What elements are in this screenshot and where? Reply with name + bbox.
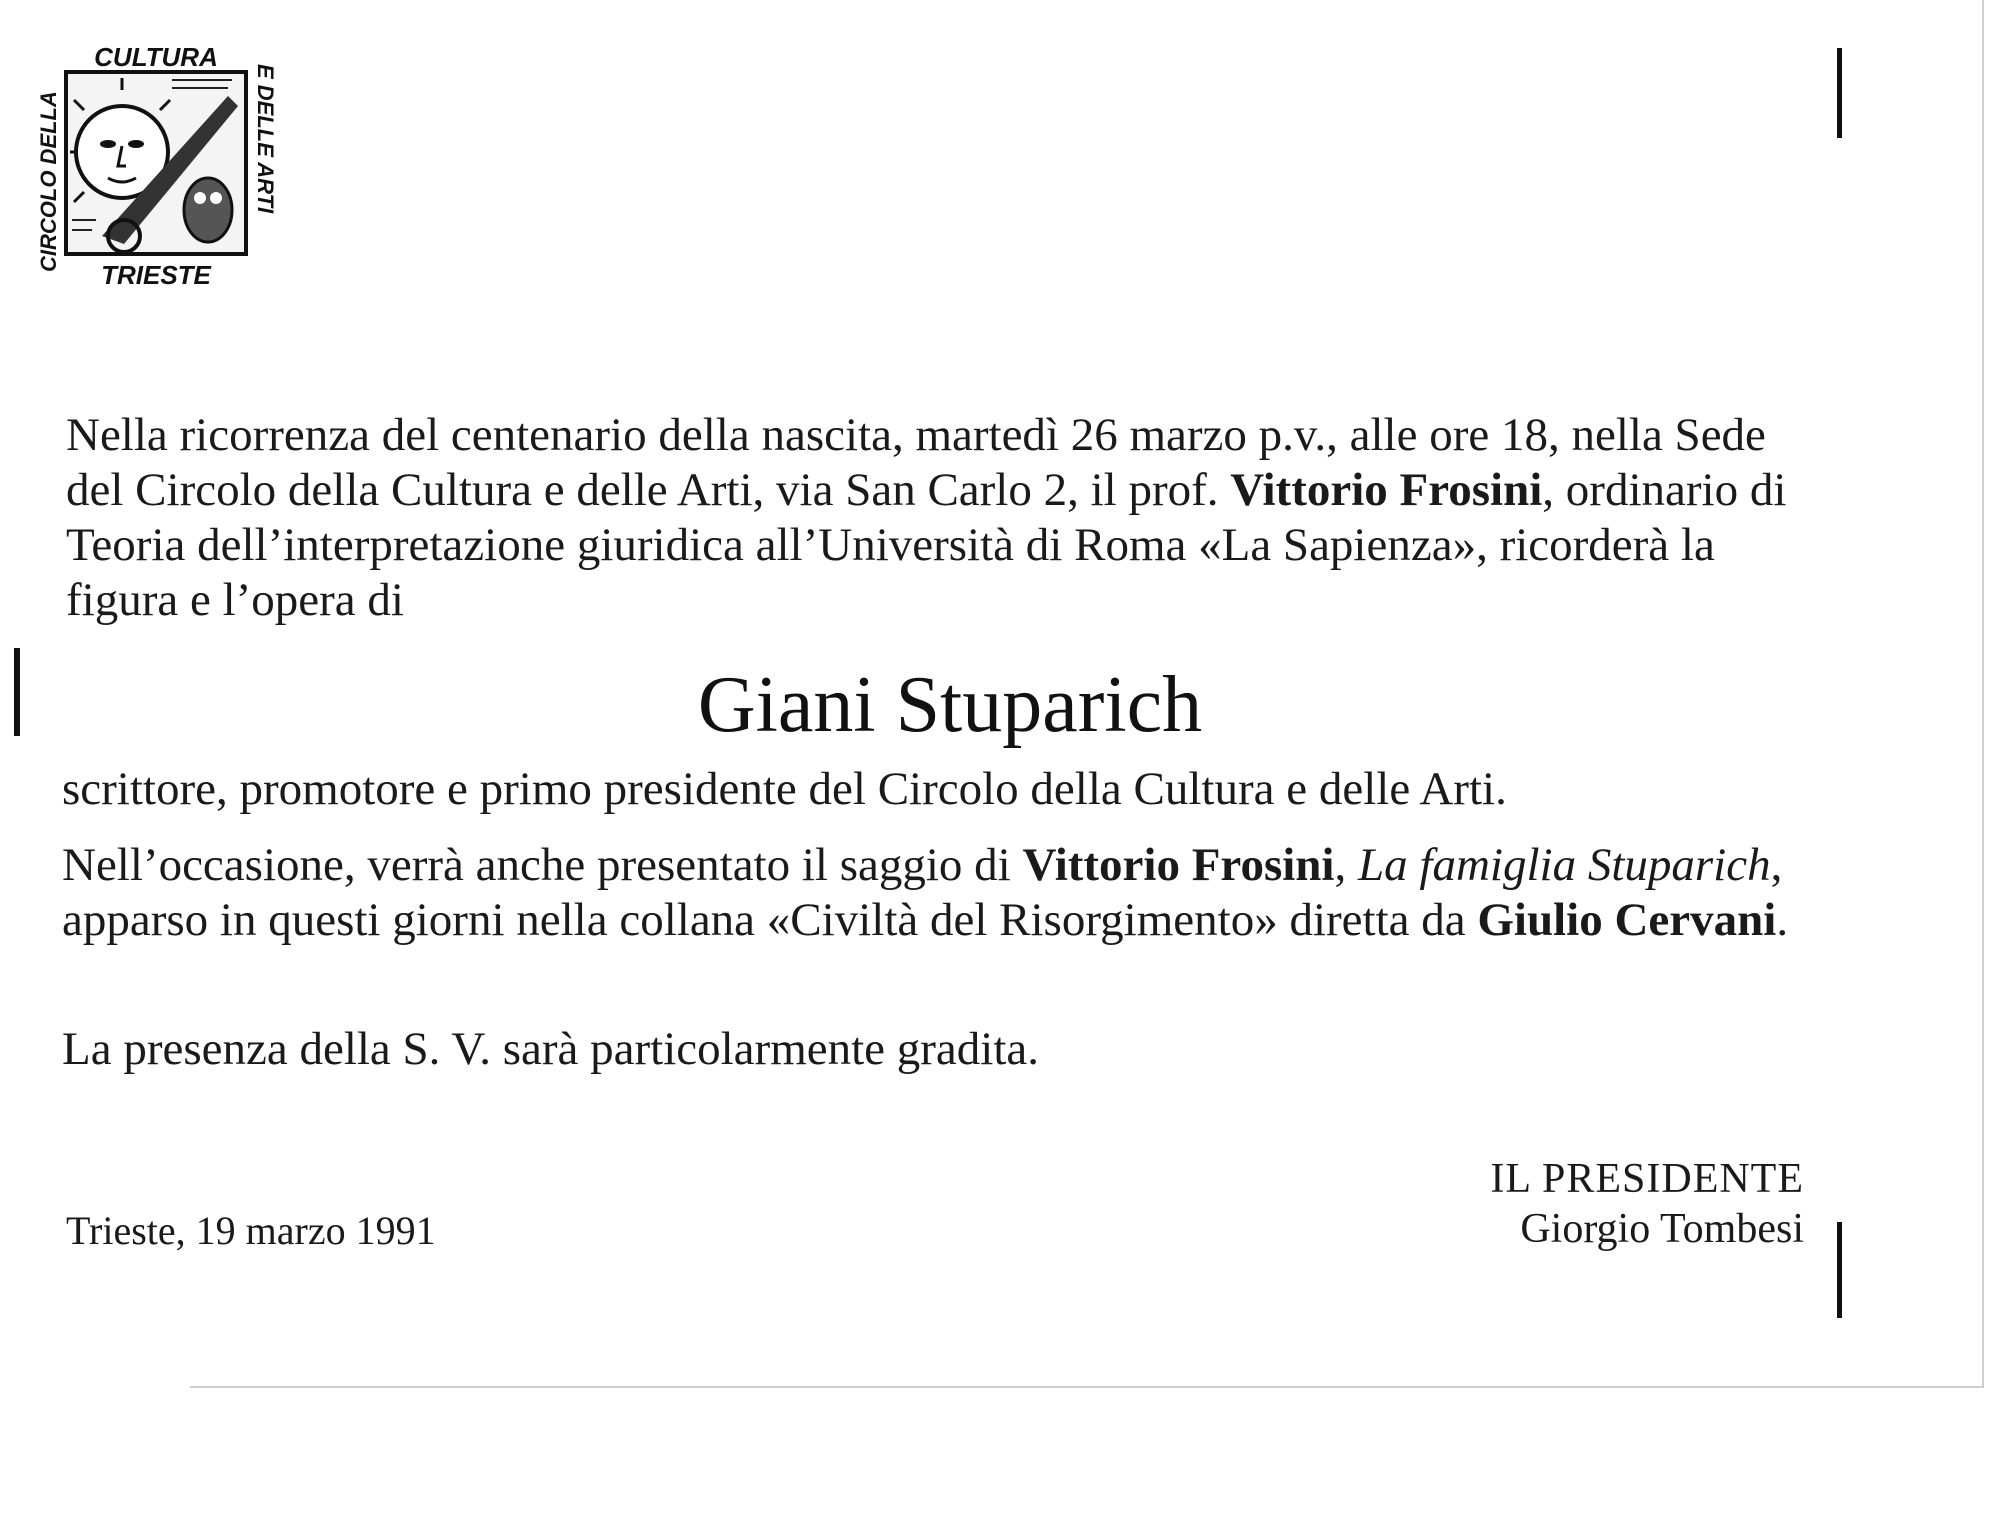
speaker-name: Vittorio Frosini — [1230, 464, 1543, 516]
book-title: La famiglia Stuparich — [1358, 839, 1771, 891]
paragraph-text: Nell’occasione, verrà anche presentato il saggio di — [62, 839, 1023, 891]
honoree-name: Giani Stuparich — [697, 661, 1203, 749]
honoree-description: scrittore, promotore e primo presidente del Circolo della Cultura e delle Arti. — [62, 763, 1507, 815]
edge-mark-bottom-right — [1837, 1222, 1842, 1318]
paragraph-text: . — [1776, 894, 1789, 946]
logo-text-left: CIRCOLO DELLA — [36, 91, 61, 272]
paragraph-text: Nella ricorrenza del centenario della nascita, martedì 26 marzo p.v., alle ore 18, nella Sede del Circolo della Cultura e delle Arti, via San Carlo 2, il prof. — [66, 409, 1766, 516]
signature-block — [1460, 1154, 1804, 1254]
edge-mark-top-right — [1837, 48, 1842, 138]
logo-text-top: CULTURA — [94, 42, 218, 72]
logo-text-right: E DELLE ARTI — [253, 64, 278, 214]
circolo-logo — [32, 40, 280, 292]
paragraph-text: , — [1334, 839, 1358, 891]
president-name: Giorgio Tombesi — [1520, 1206, 1804, 1252]
paragraph-text: , apparso in questi giorni nella collana «Civiltà del Risorgimento» diretta da — [62, 839, 1783, 946]
place-date: Trieste, 19 marzo 1991 — [66, 1208, 436, 1253]
page-edge-bottom — [190, 1386, 1982, 1388]
closing-sentence: La presenza della S. V. sarà particolarmente gradita. — [62, 1023, 1040, 1075]
book-presentation-paragraph — [62, 838, 1812, 948]
logo-text-bottom: TRIESTE — [101, 260, 211, 290]
president-title: IL PRESIDENTE — [1490, 1156, 1804, 1202]
author-name: Vittorio Frosini — [1022, 839, 1335, 891]
circolo-cultura-arti-seal-icon — [32, 40, 280, 292]
invitation-paragraph — [66, 408, 1816, 628]
page-edge-right — [1982, 0, 1984, 1388]
editor-name: Giulio Cervani — [1477, 894, 1777, 946]
paragraph-text: , ordinario di Teoria dell’interpretazione giuridica all’Università di Roma «La Sapienza», ricorderà la figura e l’opera di — [66, 464, 1787, 626]
